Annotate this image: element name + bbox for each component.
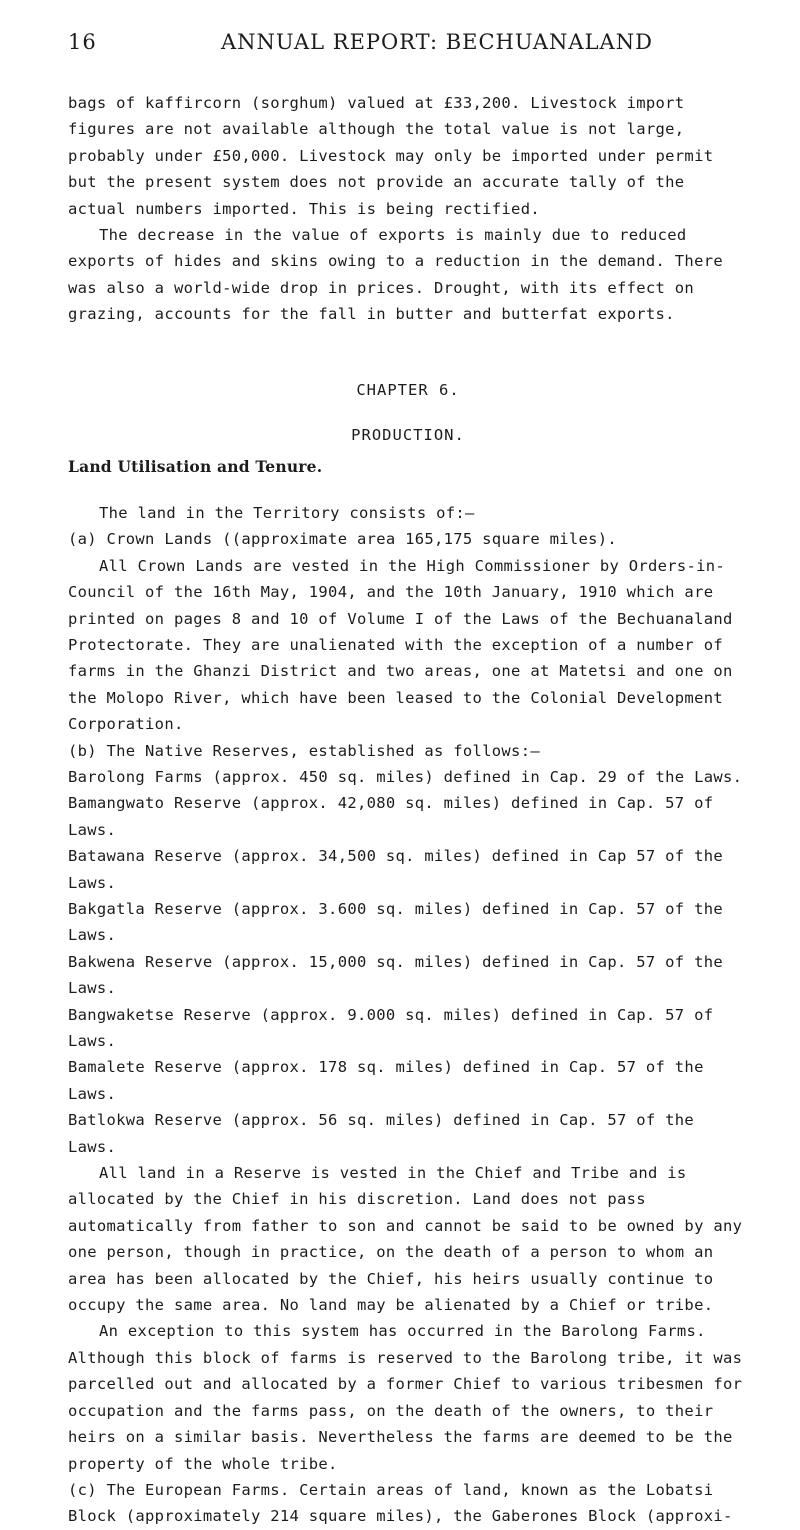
list-item-european-farms: (c) The European Farms. Certain areas of land, known as the Lobatsi Block (approximately 214 square miles), the Gaberones Block (approxi- xyxy=(68,1480,733,1526)
chapter-heading: CHAPTER 6. xyxy=(356,380,460,399)
reserve-line: Batlokwa Reserve (approx. 56 sq. miles) defined in Cap. 57 of the Laws. xyxy=(68,1111,695,1156)
body-text xyxy=(68,90,748,1530)
reserve-line: Bamangwato Reserve (approx. 42,080 sq. miles) defined in Cap. 57 of Laws. xyxy=(68,794,714,839)
subheading-land-utilisation: Land Utilisation and Tenure. xyxy=(68,457,323,477)
paragraph-barolong-exception: An exception to this system has occurred in the Barolong Farms. Although this block of farms is reserved to the Barolong tribe, it was parcelled out and allocated by a former Chief to various tribesmen for occupation and the farms pass, on the death of the owners, to their heirs on a similar basis. Nevertheless the farms are deemed to be the property of the whole tribe. xyxy=(68,1322,743,1473)
paragraph-territory-land: The land in the Territory consists of:— xyxy=(99,503,475,522)
reserve-line: Bamalete Reserve (approx. 178 sq. miles) defined in Cap. 57 of the Laws. xyxy=(68,1058,704,1103)
paragraph-crown-lands: All Crown Lands are vested in the High Commissioner by Orders-in-Council of the 16th May, 1904, and the 10th January, 1910 which are printed on pages 8 and 10 of Volume I of the Laws of the Bechuanaland Protectorate. They are unalienated with the exception of a number of farms in the Ghanzi District and two areas, one at Matetsi and one on the Molopo River, which have been leased to the Colonial Development Corporation. xyxy=(68,556,733,734)
running-title: ANNUAL REPORT: BECHUANALAND xyxy=(221,30,653,54)
reserve-line: Bakgatla Reserve (approx. 3.600 sq. miles) defined in Cap. 57 of the Laws. xyxy=(68,899,723,945)
reserve-line: Batawana Reserve (approx. 34,500 sq. miles) defined in Cap 57 of the Laws. xyxy=(68,847,723,892)
paragraph-livestock-imports: bags of kaffircorn (sorghum) valued at £33,200. Livestock import figures are not available although the total value is not large, probably under £50,000. Livestock may only be imported under permit but the present system does not provide an accurate tally of the actual numbers imported. This is being rectified. xyxy=(68,94,714,218)
paragraph-exports-decrease: The decrease in the value of exports is mainly due to reduced exports of hides and skins owing to a reduction in the demand. There was also a world-wide drop in prices. Drought, with its effect on grazing, accounts for the fall in butter and butterfat exports. xyxy=(68,226,723,324)
section-title: PRODUCTION. xyxy=(351,426,465,445)
reserve-line: Bangwaketse Reserve (approx. 9.000 sq. miles) defined in Cap. 57 of Laws. xyxy=(68,1005,714,1050)
reserve-line: Bakwena Reserve (approx. 15,000 sq. miles) defined in Cap. 57 of the Laws. xyxy=(68,952,723,998)
list-item-native-reserves: (b) The Native Reserves, established as follows:— xyxy=(68,741,540,760)
page-header xyxy=(68,30,748,60)
page-number: 16 xyxy=(68,30,97,54)
reserve-line: Barolong Farms (approx. 450 sq. miles) defined in Cap. 29 of the Laws. xyxy=(68,767,743,786)
paragraph-reserve-land-vesting: All land in a Reserve is vested in the Chief and Tribe and is allocated by the Chief in his discretion. Land does not pass automatically from father to son and cannot be said to be owned by any one person, though in practice, on the death of a person to whom an area has been allocated by the Chief, his heirs usually continue to occupy the same area. No land may be alienated by a Chief or tribe. xyxy=(68,1164,743,1315)
list-item-crown-lands: (a) Crown Lands ((approximate area 165,175 square miles). xyxy=(68,530,618,549)
